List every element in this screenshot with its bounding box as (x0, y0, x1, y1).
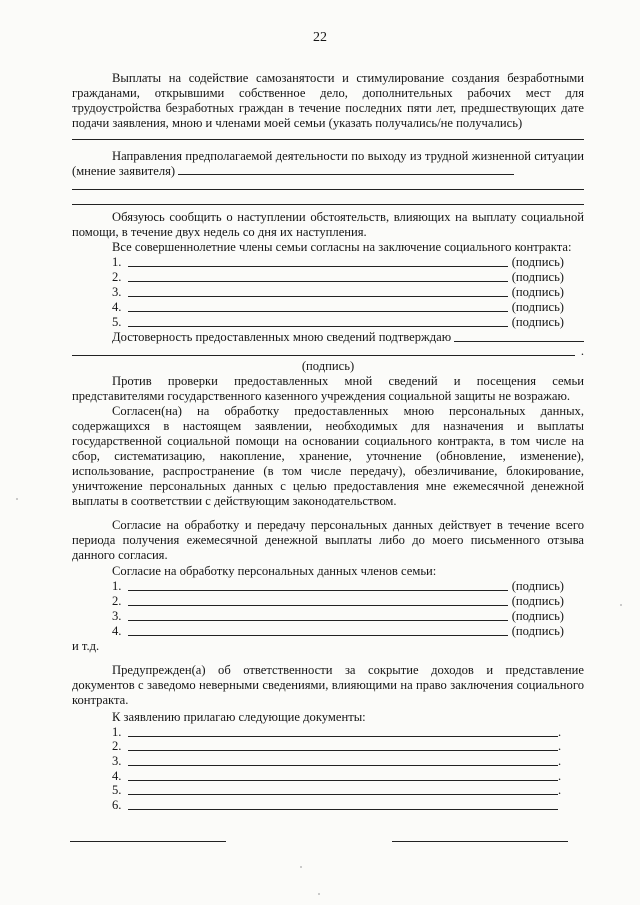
signature-row (72, 609, 564, 624)
row-number: 5. (112, 783, 122, 798)
document-fill-line[interactable] (128, 750, 558, 751)
member-signature-list (72, 579, 584, 639)
signature-row (72, 594, 564, 609)
form-body (72, 71, 584, 813)
signature-label: (подпись) (511, 609, 564, 623)
scan-speck (300, 866, 302, 868)
row-number: 3. (112, 754, 122, 769)
document-fill-line[interactable] (128, 736, 558, 737)
signature-fill-line[interactable] (128, 311, 508, 312)
document-row (72, 740, 564, 755)
signature-row (72, 300, 564, 315)
row-number: 4. (112, 624, 122, 638)
family-signature-list (72, 255, 584, 330)
row-end-mark: . (558, 754, 562, 769)
row-number: 1. (112, 724, 122, 739)
signature-fill-line[interactable] (128, 605, 508, 606)
consent-period-paragraph: Согласие на обработку и передачу персональных данных действует в течение всего периода получения ежемесячной денежной выплаты либо до моего письменного отзыва данного согласия. (72, 518, 584, 562)
document-fill-line[interactable] (128, 794, 558, 795)
document-row (72, 769, 564, 784)
directions-line-2[interactable] (72, 179, 584, 190)
family-agree-paragraph: Все совершеннолетние члены семьи согласны на заключение социального контракта: (112, 240, 572, 254)
signature-label: (подпись) (511, 315, 564, 329)
signature-caption: (подпись) (301, 359, 355, 373)
document-fill-line[interactable] (128, 765, 558, 766)
document-row (72, 784, 564, 799)
signature-label: (подпись) (511, 624, 564, 638)
signature-label: (подпись) (511, 300, 564, 314)
reliability-text: Достоверность предоставленных мною сведений подтверждаю (112, 330, 452, 344)
signature-row (72, 624, 564, 639)
no-objection-paragraph: Против проверки предоставленных мной сведений и посещения семьи представителями государственного казенного учреждения социальной защиты не возражаю. (72, 374, 584, 403)
signature-label: (подпись) (511, 594, 564, 608)
signature-fill-line[interactable] (128, 635, 508, 636)
row-end-mark: . (558, 739, 562, 754)
signature-fill-line[interactable] (128, 296, 508, 297)
warned-paragraph: Предупрежден(а) об ответственности за сокрытие доходов и представление документов с заведомо неверными сведениями, влияющими на право заключения социального контракта. (72, 663, 584, 707)
row-number: 1. (112, 579, 122, 593)
document-row (72, 725, 564, 740)
attach-title: К заявлению прилагаю следующие документы: (112, 710, 366, 724)
signature-label: (подпись) (511, 270, 564, 284)
row-end-mark: . (558, 768, 562, 783)
document-row (72, 754, 564, 769)
row-end-mark: . (558, 724, 562, 739)
document-fill-line[interactable] (128, 780, 558, 781)
scan-speck (620, 604, 622, 606)
directions-paragraph: Направления предполагаемой деятельности по выходу из трудной жизненной ситуации (мнение заявителя) (72, 149, 584, 178)
signature-fill-line[interactable] (128, 590, 508, 591)
footer-date-line[interactable] (392, 840, 568, 842)
signature-row (72, 579, 564, 594)
signature-row (72, 285, 564, 300)
signature-label: (подпись) (511, 285, 564, 299)
footer-signature-line[interactable] (70, 840, 226, 842)
row-number: 2. (112, 594, 122, 608)
etc-text: и т.д. (72, 639, 100, 653)
signature-row (72, 255, 564, 270)
signature-fill-line[interactable] (128, 326, 508, 327)
row-number: 2. (112, 270, 122, 284)
row-number: 4. (112, 300, 122, 314)
row-number: 6. (112, 798, 122, 813)
signature-fill-line[interactable] (128, 266, 508, 267)
reliability-second-line[interactable]: . (72, 345, 584, 359)
scan-speck (16, 498, 18, 500)
signature-fill-line[interactable] (128, 281, 508, 282)
row-number: 1. (112, 255, 122, 269)
members-consent-title: Согласие на обработку персональных данных членов семьи: (112, 564, 437, 578)
answer-line[interactable] (72, 131, 584, 140)
directions-fill-line[interactable] (178, 164, 514, 175)
directions-line-3[interactable] (72, 190, 584, 205)
scan-speck (318, 893, 320, 895)
signature-label: (подпись) (511, 579, 564, 593)
row-number: 3. (112, 285, 122, 299)
row-number: 2. (112, 739, 122, 754)
page-number: 22 (313, 30, 327, 45)
signature-fill-line[interactable] (128, 620, 508, 621)
document-fill-line[interactable] (128, 809, 558, 810)
self-employment-paragraph: Выплаты на содействие самозанятости и стимулирование создания безработными гражданами, открывшими собственное дело, дополнительных рабочих мест для трудоустройства безработных граждан в течение последних пяти лет, предшествующих дате подачи заявления, мною и членами моей семьи (указать получались/не получались) (72, 71, 584, 130)
signature-row (72, 270, 564, 285)
reliability-fill-line[interactable] (454, 341, 584, 342)
row-end-mark: . (558, 783, 562, 798)
consent-processing-paragraph: Согласен(на) на обработку предоставленных мною персональных данных, содержащихся в настоящем заявлении, необходимых для назначения и выплаты государственной социальной помощи на основании социального контракта, в том числе на сбор, систематизацию, накопление, хранение, уточнение (обновление, изменение), использование, распространение (в том числе передачу), обезличивание, блокирование, уничтожение персональных данных с целью предоставления мне ежемесячной денежной выплаты в соответствии с действующим законодательством. (72, 404, 584, 508)
reliability-row (72, 330, 584, 345)
signature-label: (подпись) (511, 255, 564, 269)
row-number: 3. (112, 609, 122, 623)
document-list (72, 725, 584, 813)
document-row (72, 798, 564, 813)
row-number: 4. (112, 768, 122, 783)
signature-row (72, 315, 564, 330)
obligation-paragraph: Обязуюсь сообщить о наступлении обстоятельств, влияющих на выплату социальной помощи, в течение двух недель со дня их наступления. (72, 210, 584, 239)
row-number: 5. (112, 315, 122, 329)
